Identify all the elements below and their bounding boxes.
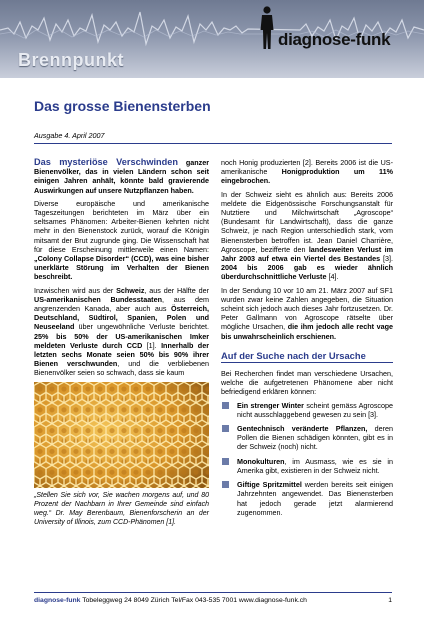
square-bullet-icon xyxy=(222,481,229,488)
honeycomb-image xyxy=(34,382,209,488)
left-column xyxy=(34,158,209,531)
paragraph: In der Schweiz sieht es ähnlich aus: Bereits 2006 meldete die Eidgenössische Forschungsanstalt für Nutztiere und Milchwirtschaft „Agroscope“ (Bundesamt für Landwirtschaft), dass die ganze Schweiz, je nach Region unterschiedlich stark, vom Bienensterben betroffen ist. Jean Daniel Charrière, Agroscope, bezifferte den landesweiten Verlust im Jahr 2003 auf etwa ein Viertel des Bestandes [3]. 2004 bis 2006 gab es wieder ähnlich überdurchschnittliche Verluste [4]. xyxy=(221,189,393,282)
issue-date: Ausgabe 4. April 2007 xyxy=(34,131,105,140)
title-divider xyxy=(34,143,392,144)
lead-paragraph: Das mysteriöse Verschwinden ganzer Bienenvölker, das in vielen Ländern schon seit einigen Jahren anhält, könnte bald gravierende Auswirkungen auf unsere Nutzpflanzen haben. xyxy=(34,157,209,195)
brand-logo-text: diagnose-funk xyxy=(278,30,391,49)
page-footer xyxy=(34,592,392,604)
paragraph: In der Sendung 10 vor 10 am 21. März 2007 auf SF1 wurden zwar keine Zahlen angegeben, die Situation scheint sich jedoch auch dieses Jahr fortzusetzen. Dr. Peter Gallmann von Agroscope rätselte über mögliche Ursachen, die ihm jedoch alle recht vage bis unwahrscheinlich erschienen. xyxy=(221,285,393,341)
paragraph: Inzwischen wird aus der Schweiz, aus der Hälfte der US-amerikanischen Bundesstaaten, aus dem angrenzenden Kanada, aber auch aus Österreich, Deutschland, Südtirol, Spanien, Polen und Neuseeland über ungewöhnliche Verluste berichtet. 25% bis 50% der US-amerikanischen Imker meldeten Verluste durch CCD [1]. Innerhalb der letzten sechs Monate seien 50% bis 90% ihrer Bienen verschwunden, und die verbliebenen Bienenvölker seien so schwach, dass sie kaum xyxy=(34,285,209,378)
list-item: Giftige Spritzmittel werden bereits seit einigen Jahrzehnten angewendet. Das Bienensterben hat jedoch gerade jetzt alarmierend zugenommen. xyxy=(221,480,393,517)
footer-address: Tobeleggweg 24 8049 Zürich Tel/Fax 043-535 7001 www.diagnose-funk.ch xyxy=(82,597,307,604)
paragraph: Diverse europäische und amerikanische Tageszeitungen berichteten im März über ein seltsames Phänomen: Arbeiter-Bienen kehrten nicht mehr in den Bienenstock zurück, worauf die Königin mitsamt der Brut zugrunde ging. Die Wissenschaft hat für diese Erscheinung mittlerweile einen Namen: „Colony Collapse Disorder“ (CCD), was eine bisher unerklärte Störung im Verhalten der Bienen beschreibt. xyxy=(34,198,209,282)
section-label: Brennpunkt xyxy=(18,50,124,70)
lead-heading: Das mysteriöse Verschwinden xyxy=(34,157,178,167)
square-bullet-icon xyxy=(222,458,229,465)
square-bullet-icon xyxy=(222,402,229,409)
page-number: 1 xyxy=(388,597,392,604)
paragraph: noch Honig produzierten [2]. Bereits 2006 ist die US-amerikanische Honigproduktion um 11% eingebrochen. xyxy=(221,158,393,186)
section-heading: Auf der Suche nach der Ursache xyxy=(221,351,393,363)
square-bullet-icon xyxy=(222,425,229,432)
footer-org: diagnose-funk xyxy=(34,597,81,604)
page-header xyxy=(0,0,424,78)
list-item: Gentechnisch veränderte Pflanzen, deren Pollen die Bienen schädigen könnten, gibt es in der Schweiz (noch) nicht. xyxy=(221,424,393,452)
paragraph: Bei Recherchen findet man verschiedene Ursachen, welche die aufgetretenen Phänomene aber nicht befriedigend erklären können: xyxy=(221,369,393,397)
image-caption: „Stellen Sie sich vor, Sie wachen morgens auf, und 80 Prozent der Nachbarn in Ihrer Gemeinde sind einfach weg.“ Dr. May Berenbaum, Bienenforscherin an der University of Illinois, zum CCD-Phänomen [1]. xyxy=(34,491,209,526)
right-column xyxy=(221,158,393,522)
list-item: Monokulturen, im Ausmass, wie es sie in Amerika gibt, existieren in der Schweiz nicht. xyxy=(221,457,393,475)
person-logo-icon xyxy=(258,6,276,50)
article-title: Das grosse Bienensterben xyxy=(34,98,211,114)
cause-list xyxy=(221,401,393,517)
list-item: Ein strenger Winter scheint gemäss Agroscope nicht ausschlaggebend gewesen zu sein [3]. xyxy=(221,401,393,419)
